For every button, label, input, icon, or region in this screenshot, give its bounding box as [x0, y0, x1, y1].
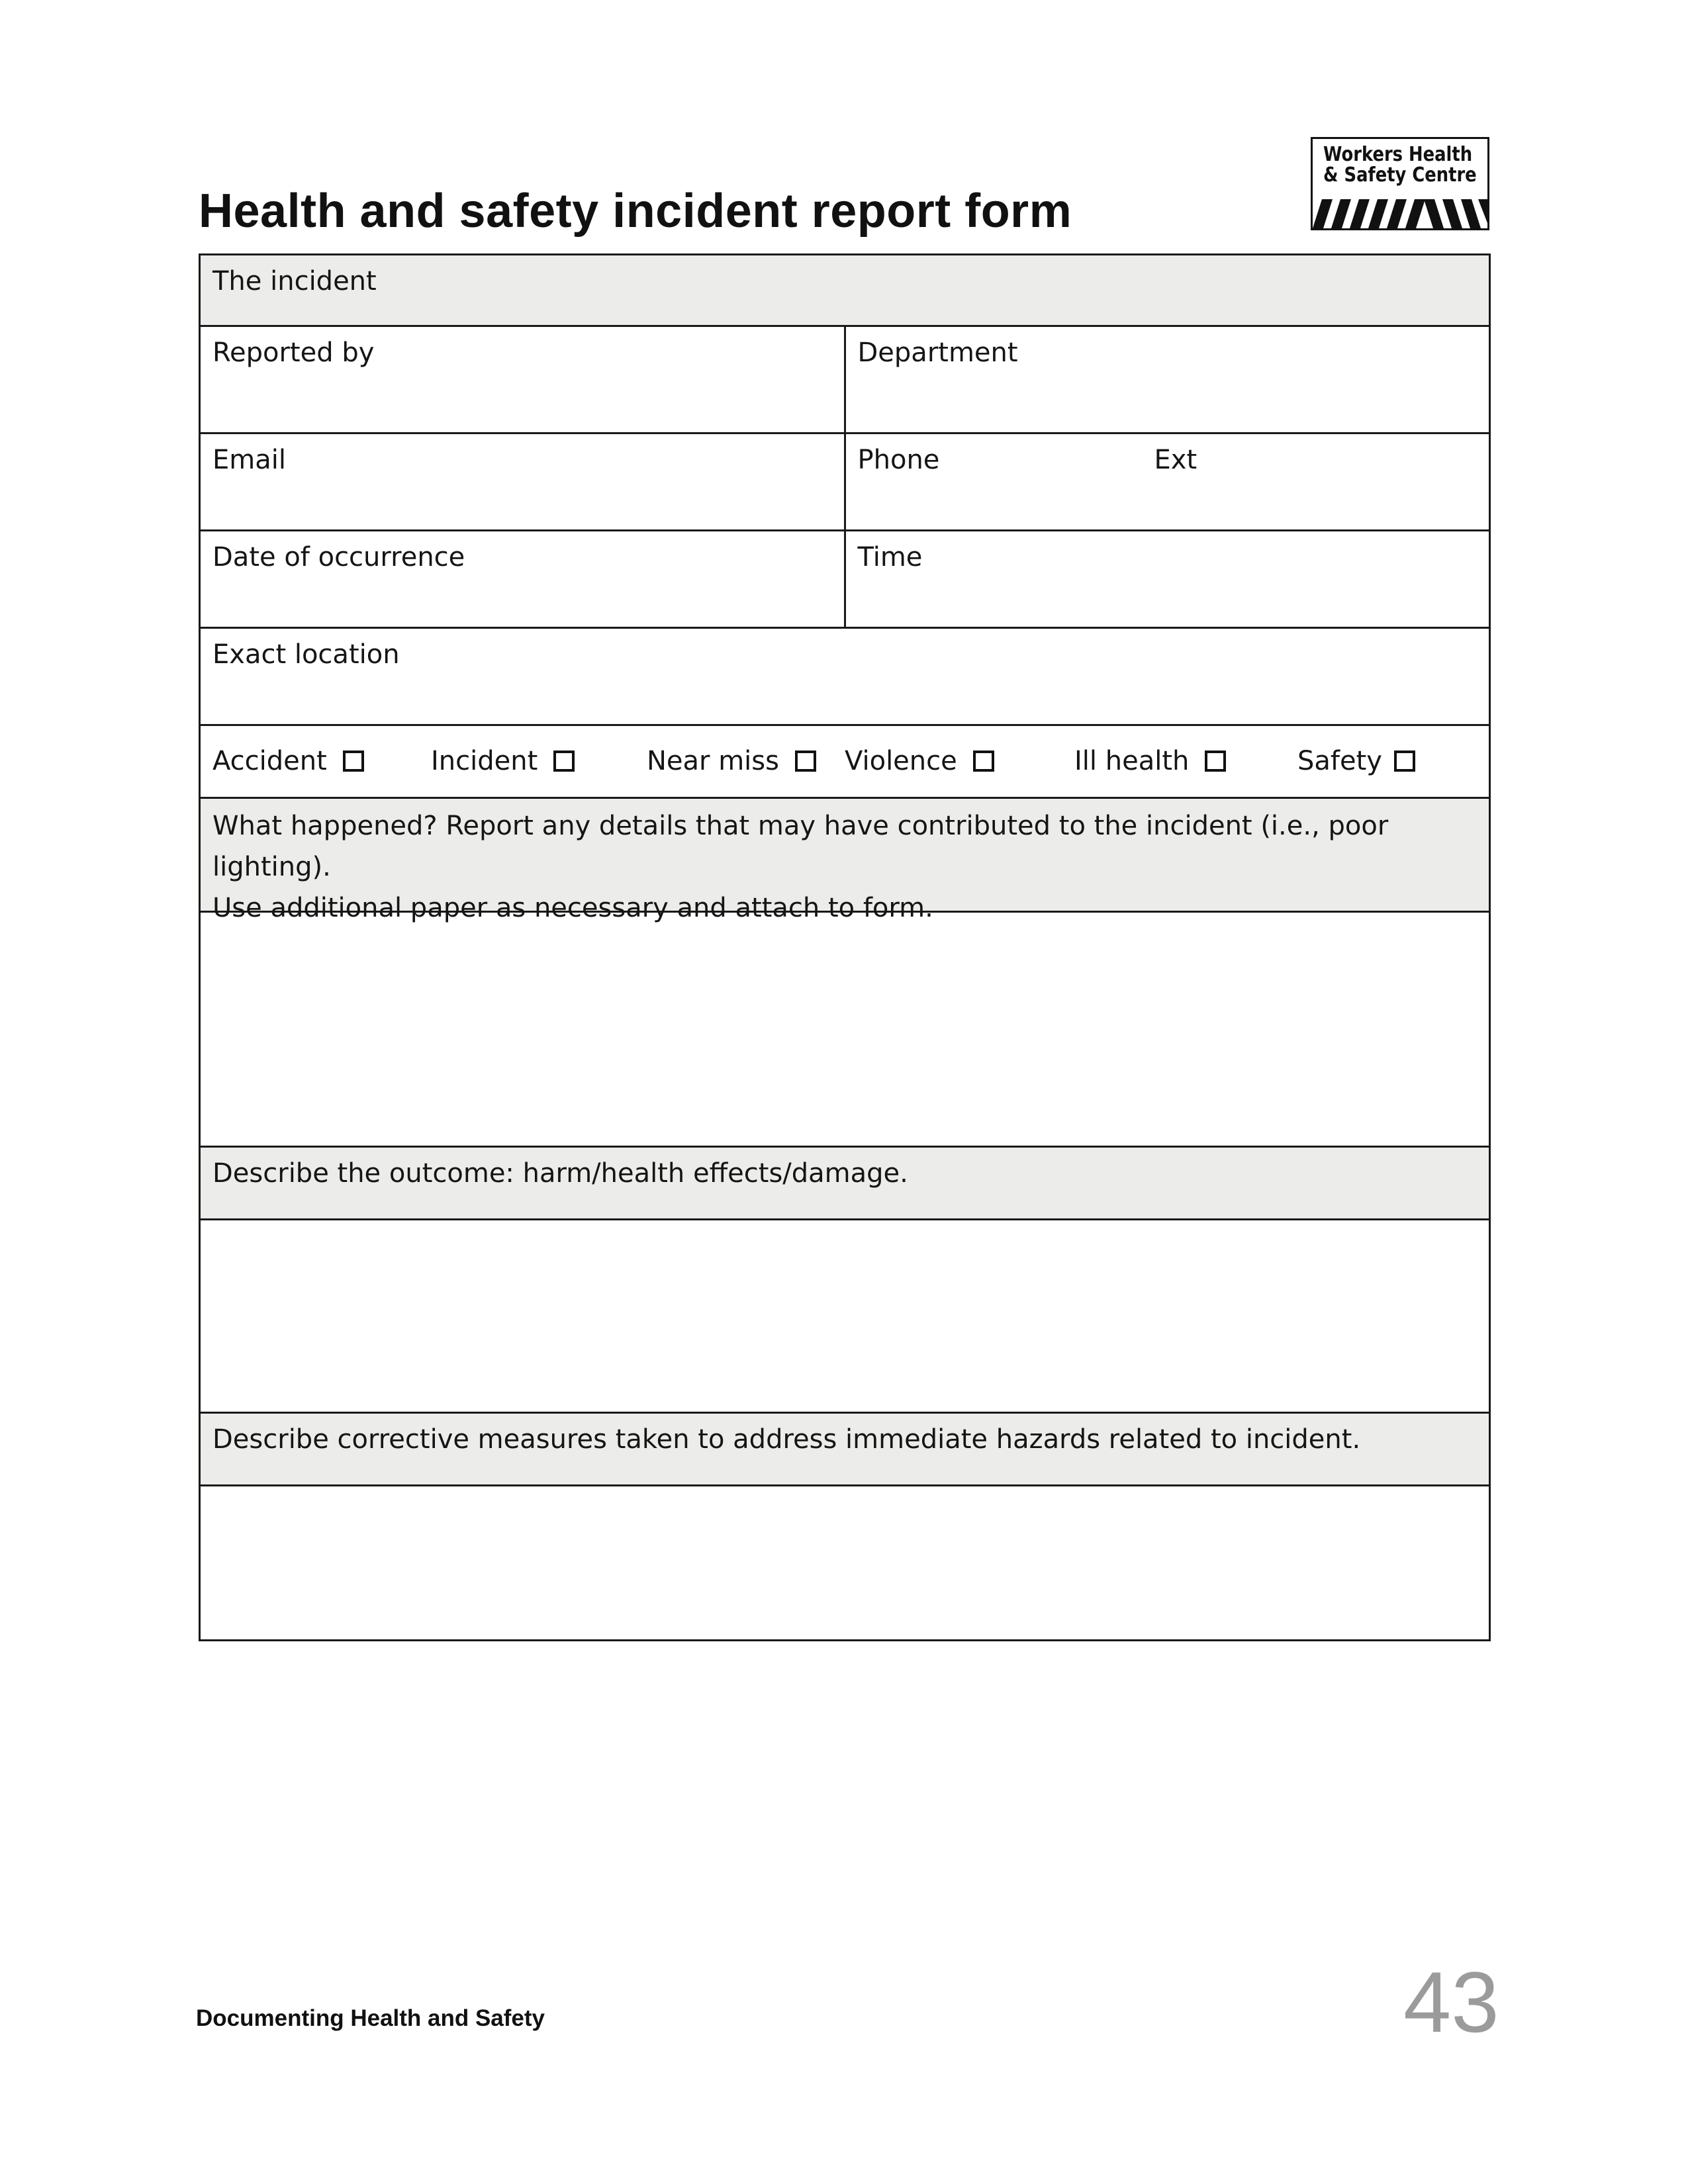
date-field[interactable]: [201, 531, 844, 627]
what-happened-prompt: [201, 799, 1489, 923]
checkbox-label: Violence: [845, 746, 957, 776]
ext-label: Ext: [1154, 445, 1197, 475]
section-header-incident: [201, 255, 1489, 327]
page-title: Health and safety incident report form: [199, 185, 1072, 238]
checkbox-square-icon[interactable]: [795, 751, 816, 772]
incident-type-checkboxes: [201, 726, 1489, 797]
phone-field[interactable]: [844, 434, 1489, 529]
what-happened-line-2: Use additional paper as necessary and attach to form.: [212, 893, 933, 923]
checkbox-label: Safety: [1297, 746, 1382, 776]
checkbox-square-icon[interactable]: [553, 751, 575, 772]
logo-line-2: & Safety Centre: [1323, 163, 1477, 187]
organization-logo: [1311, 137, 1489, 230]
checkbox-incident[interactable]: [431, 746, 575, 776]
email-field[interactable]: [201, 434, 844, 529]
checkbox-safety[interactable]: [1297, 746, 1415, 776]
logo-text: [1323, 143, 1477, 187]
outcome-prompt: Describe the outcome: harm/health effects/damage.: [212, 1158, 908, 1189]
corrective-prompt: Describe corrective measures taken to address immediate hazards related to incident.: [212, 1424, 1361, 1455]
row-reporter: [201, 327, 1489, 434]
row-location: [201, 629, 1489, 726]
department-label: Department: [857, 338, 1018, 368]
department-field[interactable]: [844, 327, 1489, 432]
checkbox-accident[interactable]: [212, 746, 364, 776]
checkbox-label: Ill health: [1074, 746, 1190, 776]
hazard-stripes-icon: [1313, 197, 1487, 228]
phone-label: Phone: [857, 445, 940, 475]
section-header-corrective: [201, 1414, 1489, 1486]
outcome-answer-area[interactable]: [201, 1220, 1489, 1414]
what-happened-textarea[interactable]: [201, 913, 1489, 1146]
footer-document-title: Documenting Health and Safety: [196, 2005, 545, 2031]
row-incident-type: [201, 726, 1489, 799]
checkbox-square-icon[interactable]: [343, 751, 364, 772]
email-label: Email: [212, 445, 286, 475]
checkbox-near-miss[interactable]: [647, 746, 816, 776]
checkbox-label: Incident: [431, 746, 538, 776]
checkbox-square-icon[interactable]: [973, 751, 994, 772]
corrective-answer-area[interactable]: [201, 1486, 1489, 1639]
date-label: Date of occurrence: [212, 542, 465, 572]
checkbox-square-icon[interactable]: [1394, 751, 1415, 772]
row-contact: [201, 434, 1489, 531]
time-label: Time: [857, 542, 923, 572]
time-field[interactable]: [844, 531, 1489, 627]
checkbox-violence[interactable]: [845, 746, 994, 776]
checkbox-label: Near miss: [647, 746, 779, 776]
row-datetime: [201, 531, 1489, 629]
reported-by-field[interactable]: [201, 327, 844, 432]
section-incident-label: The incident: [212, 266, 377, 296]
section-header-outcome: [201, 1148, 1489, 1220]
section-header-what-happened: [201, 799, 1489, 923]
reported-by-label: Reported by: [212, 338, 375, 368]
location-field[interactable]: [201, 629, 1489, 724]
checkbox-square-icon[interactable]: [1205, 751, 1226, 772]
what-happened-answer-area[interactable]: [201, 913, 1489, 1148]
checkbox-ill-health[interactable]: [1074, 746, 1226, 776]
location-label: Exact location: [212, 639, 400, 670]
logo-line-1: Workers Health: [1323, 143, 1473, 166]
checkbox-label: Accident: [212, 746, 327, 776]
corrective-textarea[interactable]: [201, 1486, 1489, 1639]
outcome-textarea[interactable]: [201, 1220, 1489, 1412]
page-number: 43: [1403, 1954, 1499, 2050]
what-happened-line-1: What happened? Report any details that may have contributed to the incident (i.e., poor lighting).: [212, 811, 1389, 882]
incident-report-form: [199, 253, 1491, 1641]
